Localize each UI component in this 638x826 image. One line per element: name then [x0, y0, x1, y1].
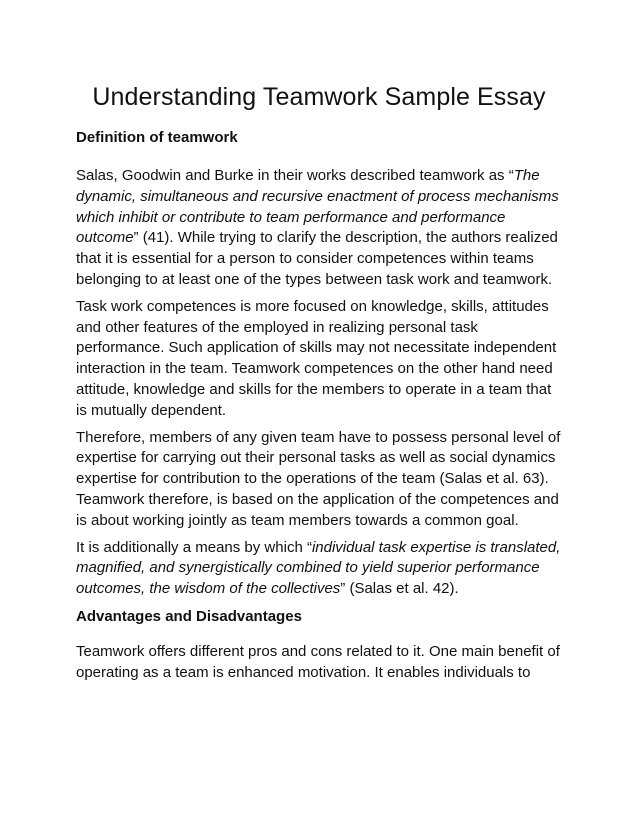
paragraph-2: Task work competences is more focused on knowledge, skills, attitudes and other features of the employed in realizing personal task performance. Such application of skills may not necessitate independent interaction in the team. Teamwork competences on the other hand need attitude, knowledge and skills for the members to operate in a team that is mutually dependent.	[76, 297, 557, 419]
paragraph-4-quote: individual task expertise is translated, magnified, and synergistically combined to yield superior performance outcomes, the wisdom of the collectives	[76, 538, 561, 598]
paragraph-4-post: ” (Salas et al. 42).	[340, 580, 459, 598]
paragraph-4	[76, 538, 562, 600]
paragraph-1-quote: The dynamic, simultaneous and recursive enactment of process mechanisms which inhibit or contribute to team performance and performance outcome	[76, 167, 559, 247]
paragraph-3: Therefore, members of any given team have to possess personal level of expertise for carrying out their personal tasks as well as social dynamics expertise for contribution to the operations of the team (Salas et al. 63). Teamwork therefore, is based on the application of the competences and is about working jointly as team members towards a common goal.	[76, 428, 561, 529]
document-title: Understanding Teamwork Sample Essay	[92, 83, 546, 111]
paragraph-1-pre: Salas, Goodwin and Burke in their works described teamwork as “	[76, 167, 514, 184]
paragraph-1	[76, 166, 562, 291]
paragraph-5: Teamwork offers different pros and cons related to it. One main benefit of operating as a team is enhanced motivation. It enables individuals to	[76, 642, 560, 681]
section-heading-definition: Definition of teamwork	[76, 129, 238, 146]
paragraph-4-pre: It is additionally a means by which “	[76, 538, 312, 556]
paragraph-1-post: ” (41). While trying to clarify the description, the authors realized that it is essential for a person to consider competences within teams belonging to at least one of the types between task work and teamwork.	[76, 229, 558, 288]
section-heading-advantages: Advantages and Disadvantages	[76, 607, 302, 625]
